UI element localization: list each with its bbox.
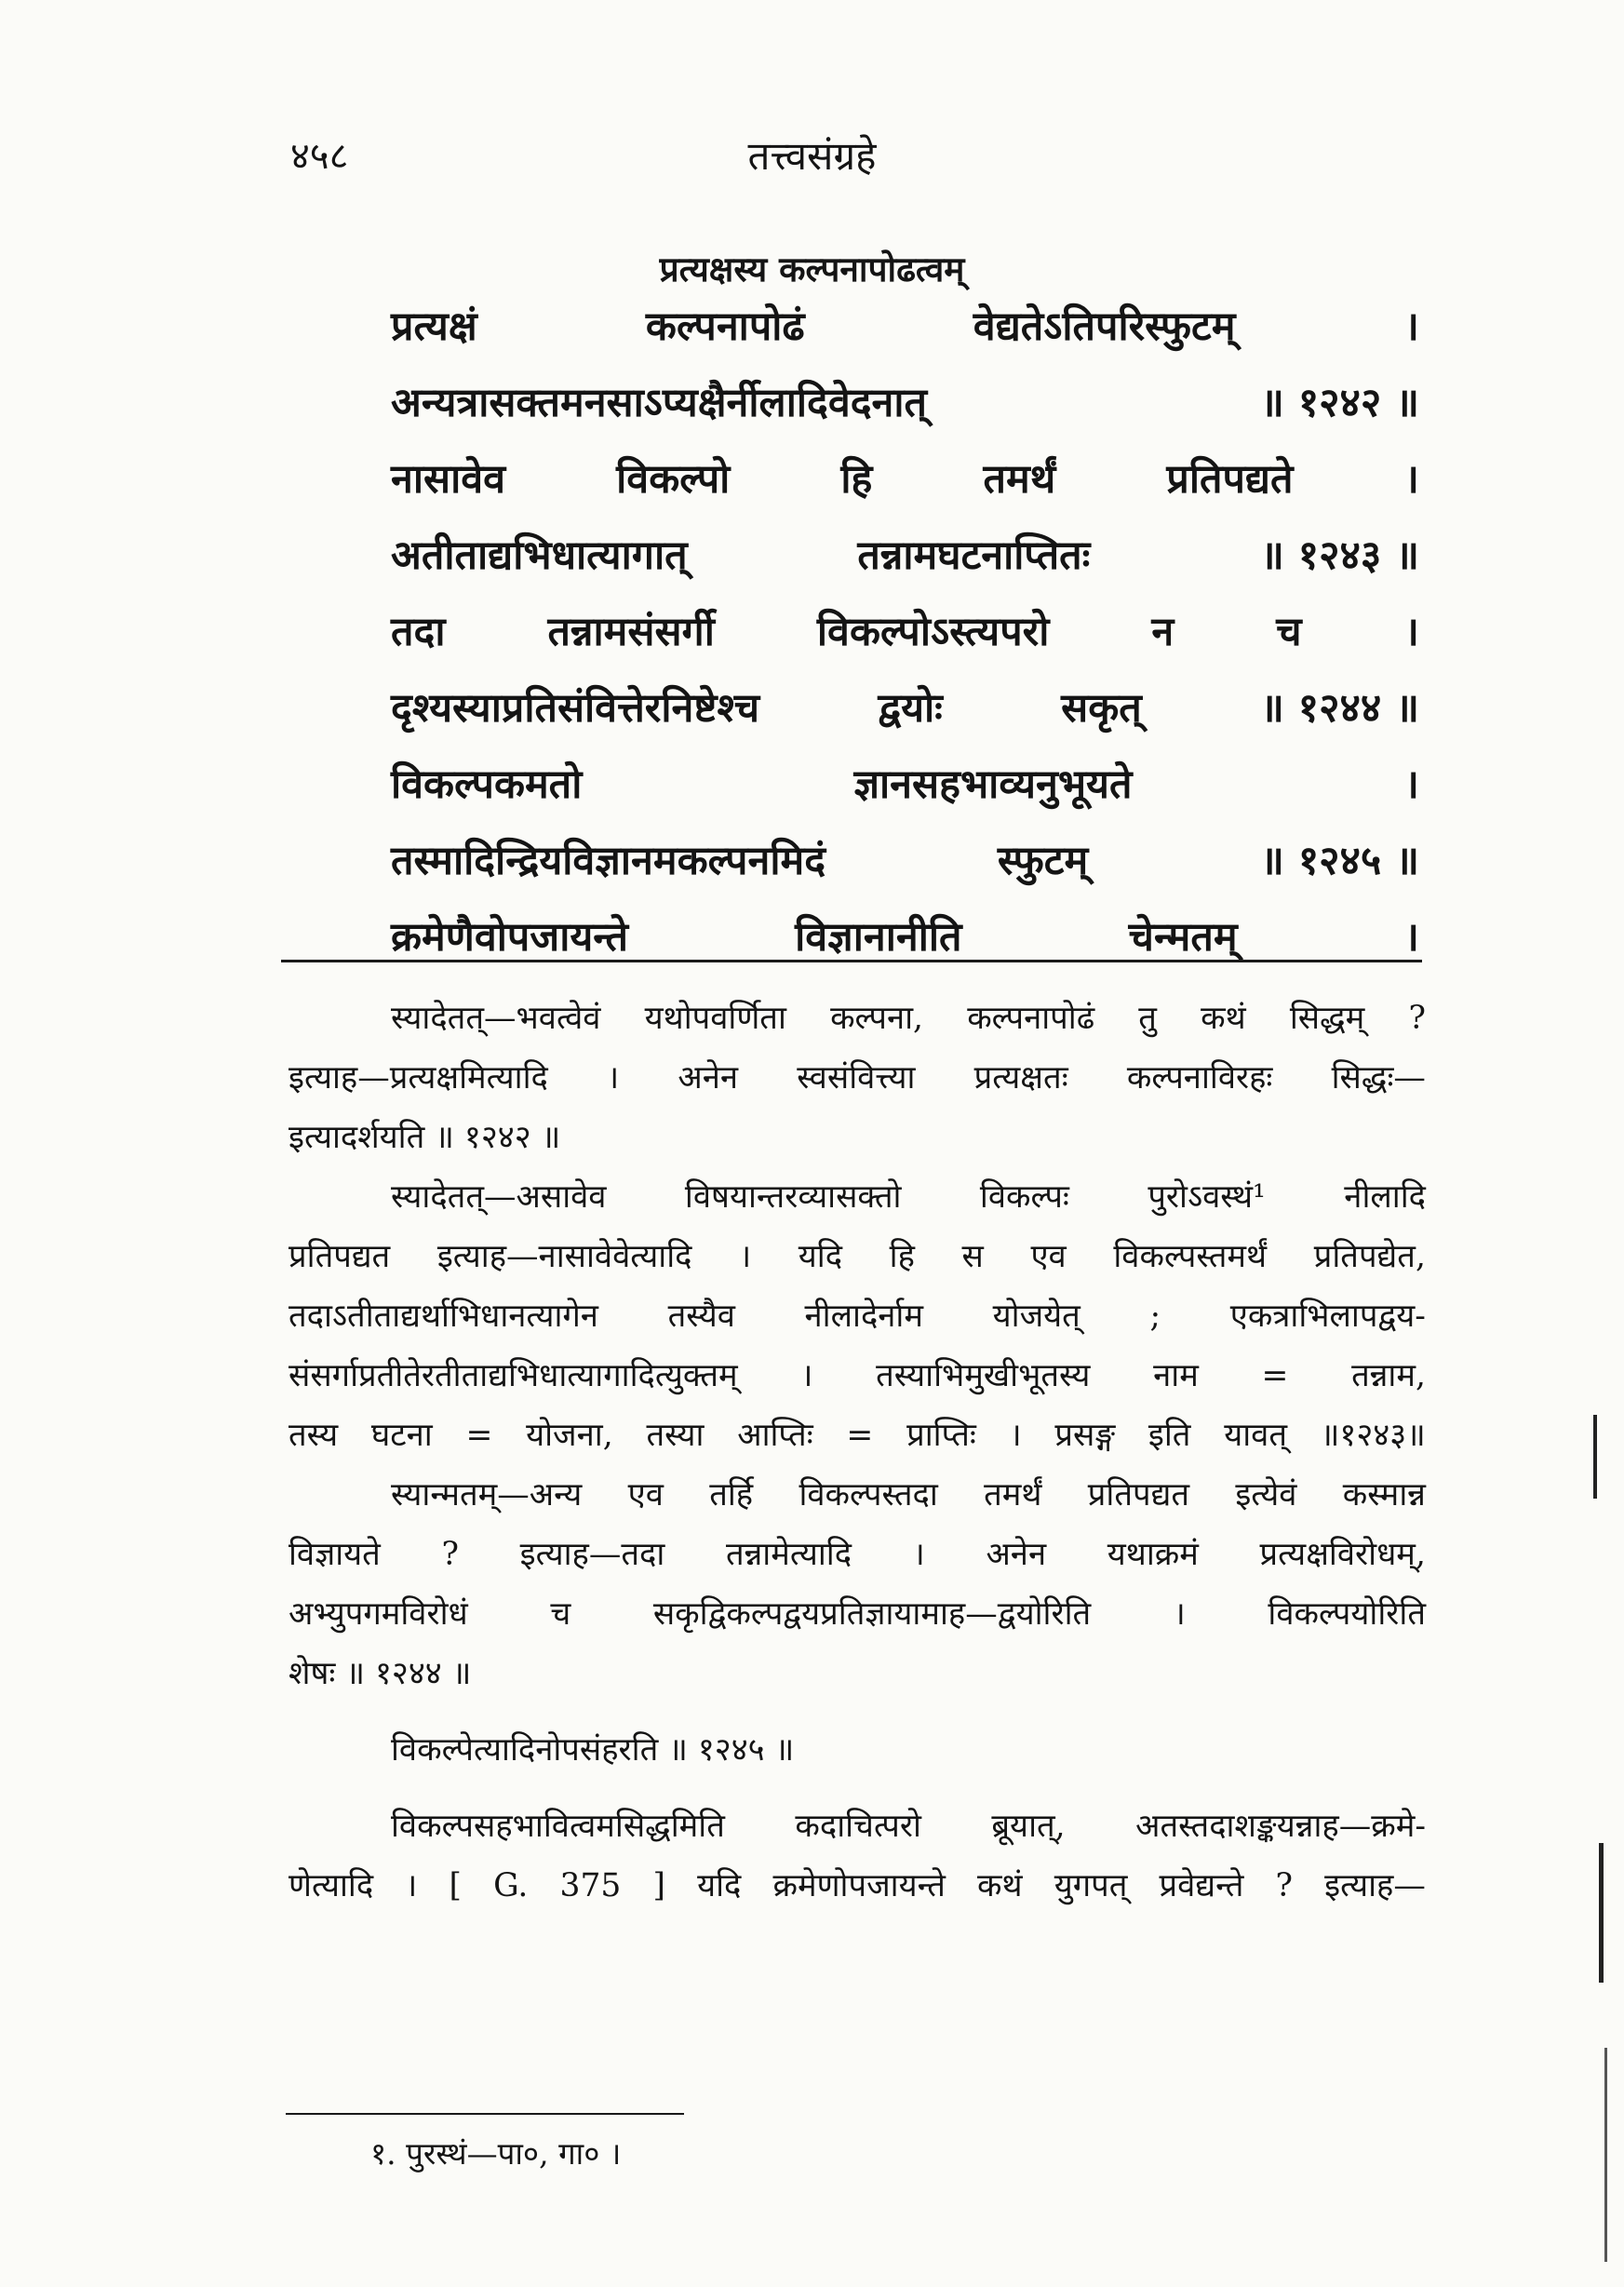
verse-line <box>391 441 1419 518</box>
commentary-word: । <box>1173 1595 1186 1633</box>
verse-word: । <box>1403 609 1419 655</box>
commentary-word: कल्पनापोढं <box>967 1000 1095 1037</box>
verse-line <box>391 747 1419 823</box>
verse-word: ॥ १२४५ ॥ <box>1260 838 1419 884</box>
commentary-line <box>289 1286 1426 1346</box>
commentary-word: अनेन <box>678 1059 739 1096</box>
commentary-word: [ <box>449 1867 462 1904</box>
verse-line <box>391 670 1419 747</box>
verse-word: विकल्पो <box>616 456 731 503</box>
verse-word: द्वयोः <box>878 685 943 732</box>
page-number: ४५८ <box>290 135 349 178</box>
verse-word: । <box>1403 914 1419 961</box>
commentary-word: तस्यैव <box>667 1298 735 1335</box>
paragraph-gap <box>289 1780 1426 1796</box>
commentary-word: विकल्पः <box>979 1178 1069 1216</box>
verse-word: प्रतिपद्यते <box>1166 456 1294 503</box>
commentary-word: । <box>607 1059 620 1096</box>
section-heading: प्रत्यक्षस्य कल्पनापोढत्वम् <box>659 249 965 289</box>
commentary-word: अभ्युपगमविरोधं <box>289 1595 468 1633</box>
commentary-word: ? <box>441 1536 459 1573</box>
commentary-word: यदि <box>798 1238 843 1275</box>
commentary-word: च <box>550 1595 571 1633</box>
separator-rule <box>281 960 1422 962</box>
commentary-line <box>289 989 1426 1048</box>
commentary-word: योजना, <box>526 1417 613 1454</box>
commentary-line: इत्यादर्शयति ॥ १२४२ ॥ <box>289 1119 561 1156</box>
commentary-word: सिद्धः— <box>1331 1059 1426 1096</box>
commentary-line <box>289 1856 1426 1916</box>
paragraph-gap <box>289 1703 1426 1720</box>
commentary-word: विकल्पस्तमर्थं <box>1113 1238 1268 1275</box>
verse-word: विकल्पकमतो <box>391 761 583 808</box>
verse-word: विकल्पोऽस्त्यपरो <box>816 609 1050 655</box>
commentary-word: स्यान्मतम्—अन्य <box>391 1476 583 1513</box>
commentary-word: पुरोऽवस्थं¹ <box>1148 1178 1266 1216</box>
verse-line <box>391 289 1419 365</box>
commentary-word: घटना <box>370 1417 433 1454</box>
commentary-word: विज्ञायते <box>289 1536 381 1573</box>
commentary-line <box>289 1525 1426 1584</box>
verse-word: । <box>1403 761 1419 808</box>
verse-word: तदा <box>391 609 446 655</box>
commentary-word: ; <box>1149 1298 1161 1335</box>
scan-edge-mark <box>1604 2048 1607 2262</box>
commentary-word: स्यादेतत्—असावेव <box>391 1178 607 1216</box>
verse-word: सकृत् <box>1061 685 1142 732</box>
verse-word: । <box>1403 456 1419 503</box>
commentary-word: इत्येवं <box>1235 1476 1297 1513</box>
commentary-word: ? <box>1408 1000 1426 1037</box>
verse-word: अतीताद्यभिधात्यागात् <box>391 532 688 579</box>
verse-word: नासावेव <box>391 456 506 503</box>
verse-word: । <box>1403 303 1419 350</box>
commentary-word: कदाचित्परो <box>795 1808 921 1845</box>
commentary-line <box>289 1346 1426 1406</box>
commentary-line <box>289 1048 1426 1108</box>
commentary-word: योजयेत् <box>992 1298 1080 1335</box>
commentary-word: तमर्थं <box>984 1476 1042 1513</box>
commentary-word: णेत्यादि <box>289 1867 374 1904</box>
commentary-block <box>289 989 1426 1916</box>
commentary-word: ब्रूयात्, <box>991 1808 1066 1845</box>
commentary-word: तर्हि <box>709 1476 754 1513</box>
verse-word: स्फुटम् <box>997 838 1089 884</box>
commentary-word: ] <box>652 1867 665 1904</box>
commentary-word: तस्याभिमुखीभूतस्य <box>876 1357 1091 1394</box>
commentary-word: प्रत्यक्षतः <box>973 1059 1068 1096</box>
commentary-word: इत्याह— <box>1324 1867 1426 1904</box>
verse-line <box>391 518 1419 594</box>
verse-line <box>391 823 1419 899</box>
commentary-line <box>289 1167 1426 1227</box>
commentary-word: = <box>846 1417 874 1454</box>
commentary-word: । <box>405 1867 418 1904</box>
commentary-word: एकत्राभिलापद्वय- <box>1229 1298 1426 1335</box>
commentary-word: कस्मान्न <box>1342 1476 1426 1513</box>
verse-word: क्रमेणैवोपजायन्ते <box>391 914 629 961</box>
commentary-word: तु <box>1138 1000 1157 1037</box>
verse-word: तस्मादिन्द्रियविज्ञानमकल्पनमिदं <box>391 838 826 884</box>
commentary-word: । <box>1009 1417 1022 1454</box>
commentary-word: नीलादि <box>1344 1178 1426 1216</box>
commentary-word: एव <box>1030 1238 1067 1275</box>
commentary-word: विषयान्तरव्यासक्तो <box>684 1178 902 1216</box>
commentary-word: प्रवेद्यन्ते <box>1159 1867 1244 1904</box>
commentary-word: स्वसंवित्त्या <box>797 1059 916 1096</box>
verse-word: तन्नामसंसर्गी <box>547 609 715 655</box>
commentary-word: । <box>739 1238 752 1275</box>
footnote-rule <box>286 2113 684 2115</box>
scan-edge-mark <box>1593 1415 1597 1499</box>
commentary-word: इति <box>1148 1417 1191 1454</box>
verse-word: न <box>1151 609 1174 655</box>
verse-word: च <box>1276 609 1302 655</box>
commentary-word: यथोपवर्णिता <box>644 1000 786 1037</box>
verse-word: ॥ १२४३ ॥ <box>1260 532 1419 579</box>
commentary-word: प्रतिपद्यत <box>1087 1476 1189 1513</box>
verse-word: ज्ञानसहभाव्यनुभूयते <box>853 761 1133 808</box>
commentary-word: 375 <box>559 1867 622 1904</box>
running-head: तत्त्वसंग्रहे <box>747 133 877 179</box>
verse-word: हि <box>840 456 873 503</box>
commentary-line: विकल्पेत्यादिनोपसंहरति ॥ १२४५ ॥ <box>391 1731 795 1769</box>
verse-line <box>391 594 1419 670</box>
verse-word: चेन्मतम् <box>1128 914 1238 961</box>
commentary-word: स्यादेतत्—भवत्वेवं <box>391 1000 601 1037</box>
commentary-word: यथाक्रमं <box>1107 1536 1199 1573</box>
commentary-word: युगपत् <box>1054 1867 1128 1904</box>
commentary-word: यदि <box>697 1867 742 1904</box>
commentary-word: प्रसङ्ग <box>1054 1417 1116 1454</box>
scan-edge-mark <box>1599 1843 1604 1983</box>
commentary-word: कथं <box>1201 1000 1246 1037</box>
commentary-line: शेषः ॥ १२४४ ॥ <box>289 1655 472 1692</box>
commentary-word: ? <box>1275 1867 1293 1904</box>
verse-word: ॥ १२४४ ॥ <box>1260 685 1419 732</box>
commentary-word: ॥१२४३॥ <box>1320 1417 1426 1454</box>
verse-word: तमर्थं <box>983 456 1056 503</box>
commentary-word: स <box>961 1238 984 1275</box>
verse-word: विज्ञानानीति <box>795 914 962 961</box>
commentary-line <box>289 1796 1426 1856</box>
commentary-word: कल्पनाविरहः <box>1126 1059 1273 1096</box>
commentary-word: तदाऽतीताद्यर्थाभिधानत्यागेन <box>289 1298 598 1335</box>
commentary-word: तन्नाम, <box>1351 1357 1426 1394</box>
verse-word: कल्पनापोढं <box>645 303 805 350</box>
commentary-word: G. <box>493 1867 529 1904</box>
verse-word: प्रत्यक्षं <box>391 303 477 350</box>
commentary-line <box>289 1465 1426 1525</box>
commentary-word: कथं <box>977 1867 1023 1904</box>
commentary-line <box>289 1227 1426 1286</box>
commentary-word: यावत् <box>1224 1417 1287 1454</box>
commentary-word: सकृद्विकल्पद्वयप्रतिज्ञायामाह—द्वयोरिति <box>652 1595 1092 1633</box>
commentary-word: प्रतिपद्यत <box>289 1238 391 1275</box>
commentary-word: सिद्धम् <box>1289 1000 1365 1037</box>
commentary-word: विकल्पस्तदा <box>799 1476 938 1513</box>
commentary-word: अतस्तदाशङ्कयन्नाह—क्रमे- <box>1135 1808 1426 1845</box>
commentary-word: विकल्पयोरिति <box>1268 1595 1426 1633</box>
commentary-word: तन्नामेत्यादि <box>725 1536 852 1573</box>
commentary-word: अनेन <box>986 1536 1047 1573</box>
commentary-word: प्रतिपद्येत, <box>1313 1238 1426 1275</box>
commentary-word: नाम <box>1153 1357 1199 1394</box>
commentary-word: । <box>800 1357 813 1394</box>
verse-word: ॥ १२४२ ॥ <box>1260 380 1419 426</box>
commentary-word: क्रमेणोपजायन्ते <box>772 1867 946 1904</box>
commentary-word: । <box>912 1536 925 1573</box>
verse-block <box>391 289 1419 975</box>
commentary-word: कल्पना, <box>830 1000 924 1037</box>
commentary-word: तस्य <box>289 1417 339 1454</box>
footnote: १. पुरस्थं—पा०, गा० । <box>370 2135 622 2172</box>
commentary-word: हि <box>889 1238 915 1275</box>
commentary-word: नीलादेर्नाम <box>804 1298 923 1335</box>
verse-word: तन्नामघटनाप्तितः <box>857 532 1091 579</box>
verse-word: अन्यत्रासक्तमनसाऽप्यक्षैर्नीलादिवेदनात् <box>391 380 928 426</box>
commentary-word: इत्याह—प्रत्यक्षमित्यादि <box>289 1059 548 1096</box>
commentary-word: इत्याह—नासावेवेत्यादि <box>436 1238 692 1275</box>
commentary-word: इत्याह—तदा <box>519 1536 665 1573</box>
commentary-word: प्राप्तिः <box>906 1417 976 1454</box>
commentary-word: प्रत्यक्षविरोधम्, <box>1259 1536 1426 1573</box>
verse-line <box>391 365 1419 441</box>
verse-word: दृश्यस्याप्रतिसंवित्तेरनिष्टेश्च <box>391 685 760 732</box>
commentary-word: संसर्गाप्रतीतेरतीताद्यभिधात्यागादित्युक्तम् <box>289 1357 738 1394</box>
commentary-word: आप्तिः <box>737 1417 813 1454</box>
verse-word: वेद्यतेऽतिपरिस्फुटम् <box>973 303 1236 350</box>
commentary-line <box>289 1406 1426 1465</box>
commentary-word: विकल्पसहभावित्वमसिद्धमिति <box>391 1808 725 1845</box>
commentary-line <box>289 1584 1426 1644</box>
commentary-word: तस्या <box>646 1417 705 1454</box>
verse-line <box>391 899 1419 975</box>
commentary-word: एव <box>627 1476 664 1513</box>
commentary-word: = <box>465 1417 493 1454</box>
commentary-word: = <box>1261 1357 1289 1394</box>
